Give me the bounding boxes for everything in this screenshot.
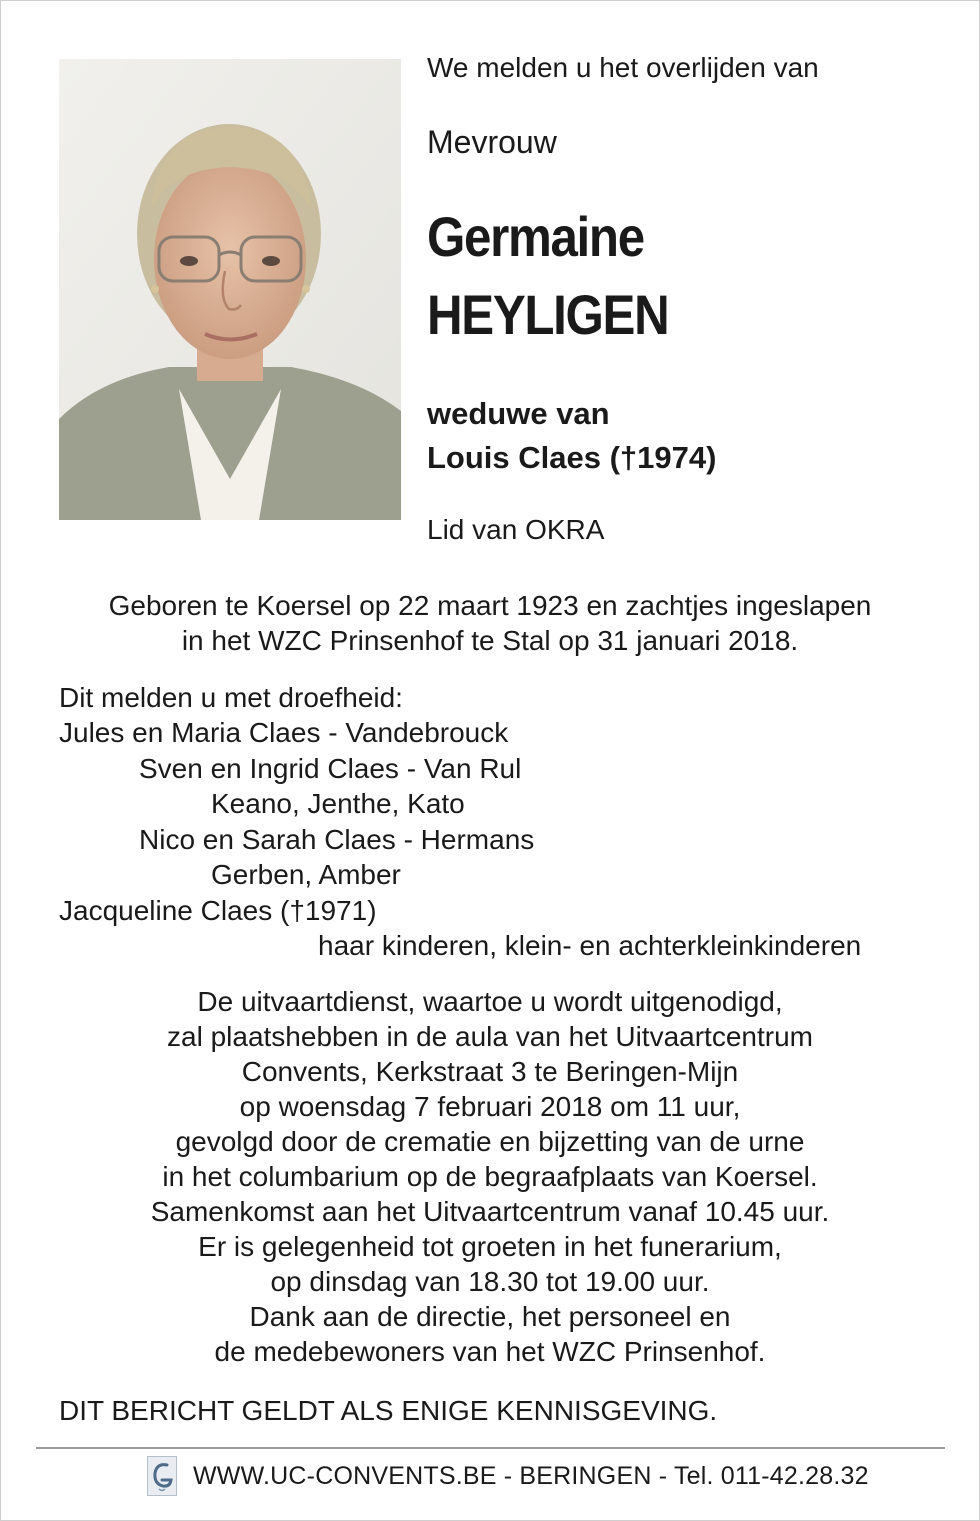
text-line: Er is gelegenheid tot groeten in het funerarium,: [198, 1231, 782, 1262]
family-closing: haar kinderen, klein- en achterkleinkinderen: [318, 930, 862, 961]
deceased-last-name: HEYLIGEN: [427, 283, 669, 346]
text-line: gevolgd door de crematie en bijzetting van de urne: [175, 1126, 805, 1157]
footer-divider: [36, 1447, 945, 1449]
service-details: [0, 984, 980, 1369]
text-line: in het columbarium op de begraafplaats van Koersel.: [162, 1161, 818, 1192]
honorific-title: Mevrouw: [427, 124, 557, 160]
membership-line: Lid van OKRA: [427, 514, 605, 545]
portrait-photo: [59, 59, 401, 520]
text-line: Dank aan de directie, het personeel en: [249, 1301, 731, 1332]
text-line: op woensdag 7 februari 2018 om 11 uur,: [239, 1091, 741, 1122]
text-line: zal plaatshebben in de aula van het Uitvaartcentrum: [167, 1021, 813, 1052]
family-member: Jacqueline Claes (†1971): [59, 895, 377, 926]
text-line: de medebewoners van het WZC Prinsenhof.: [214, 1336, 766, 1367]
spouse-line-2: Louis Claes (†1974): [427, 440, 717, 475]
family-member: Sven en Ingrid Claes - Van Rul: [139, 753, 522, 784]
family-intro: Dit melden u met droefheid:: [59, 682, 403, 713]
deceased-first-name: Germaine: [427, 205, 644, 268]
text-line: Convents, Kerkstraat 3 te Beringen-Mijn: [241, 1056, 739, 1087]
convents-logo-icon: [147, 1456, 177, 1496]
announcement-intro: We melden u het overlijden van: [427, 52, 819, 83]
family-member: Keano, Jenthe, Kato: [211, 788, 465, 819]
footer: [147, 1455, 869, 1497]
text-line: Samenkomst aan het Uitvaartcentrum vanaf 10.45 uur.: [150, 1196, 830, 1227]
official-notice: DIT BERICHT GELDT ALS ENIGE KENNISGEVING.: [59, 1395, 718, 1426]
spouse-line-1: weduwe van: [427, 396, 610, 431]
text-line: De uitvaartdienst, waartoe u wordt uitgenodigd,: [197, 986, 783, 1017]
family-member: Gerben, Amber: [211, 859, 401, 890]
footer-contact: WWW.UC-CONVENTS.BE - BERINGEN - Tel. 011-42.28.32: [193, 1461, 869, 1490]
birth-death-paragraph: [0, 588, 980, 658]
family-member: Nico en Sarah Claes - Hermans: [139, 824, 535, 855]
family-member: Jules en Maria Claes - Vandebrouck: [59, 717, 509, 748]
text-line: in het WZC Prinsenhof te Stal op 31 januari 2018.: [181, 625, 799, 656]
text-line: Geboren te Koersel op 22 maart 1923 en zachtjes ingeslapen: [108, 590, 872, 621]
text-line: op dinsdag van 18.30 tot 19.00 uur.: [270, 1266, 710, 1297]
